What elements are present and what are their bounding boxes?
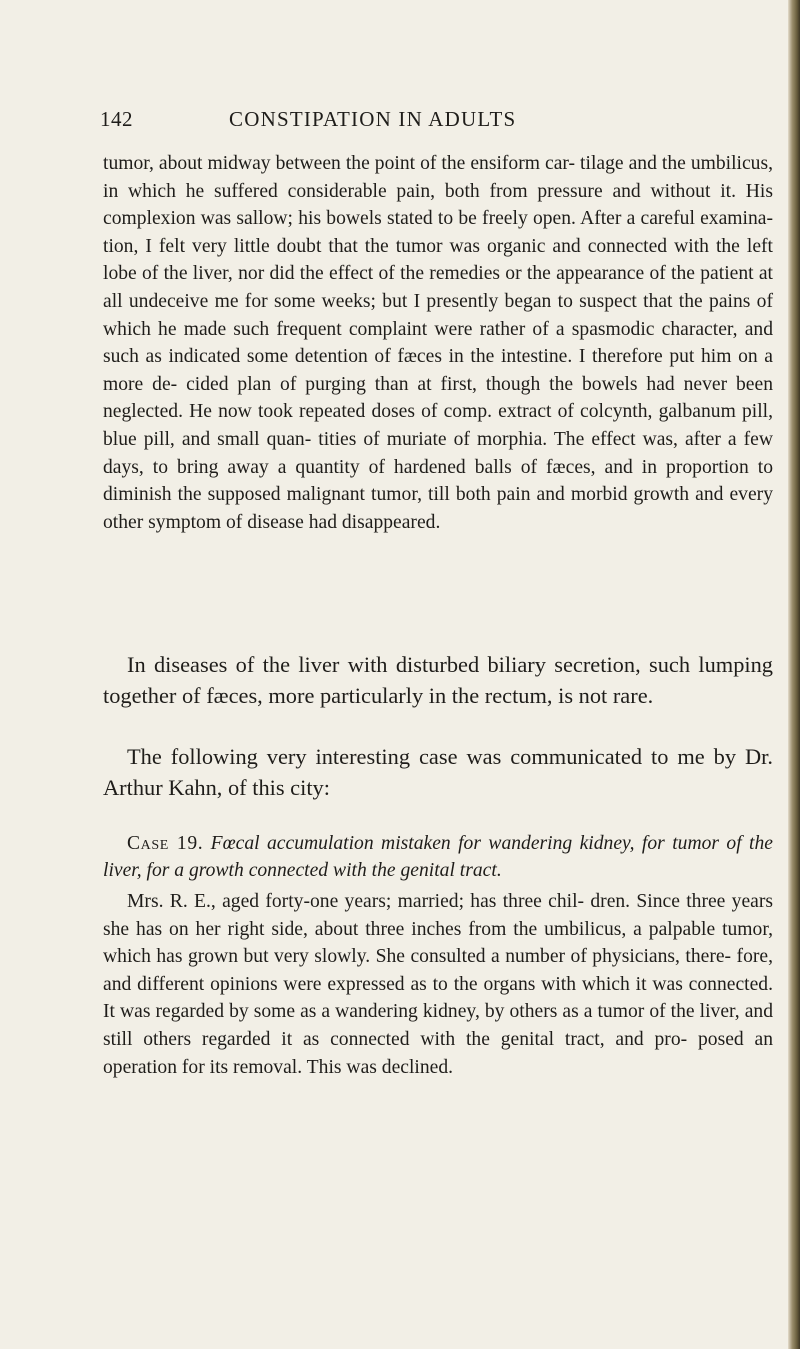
paragraph-liver-diseases (103, 650, 773, 711)
case-body (103, 888, 773, 1081)
paragraph-following-case (103, 742, 773, 803)
case-title: Fœcal accumulation mistaken for wandering kidney, for tumor of the liver, for a growth connected with the genital tract. (103, 833, 773, 881)
case-heading (103, 830, 773, 884)
page-number: 142 (100, 107, 133, 131)
case-label: Case 19. (127, 833, 204, 854)
paragraph-following-case-text: The following very interesting case was communicated to me by Dr. Arthur Kahn, of this city: (103, 744, 773, 800)
body-text-continuation (103, 150, 773, 536)
running-title: CONSTIPATION IN ADULTS (229, 107, 517, 131)
paragraph-continuation: tumor, about midway between the point of the ensiform car- tilage and the umbilicus, in which he suffered considerable pain, both from pressure and without it. His complexion was sallow; his bowels stated to be freely open. After a careful examina- tion, I felt very little doubt that the tumor was organic and connected with the left lobe of the liver, nor did the effect of the remedies or the appearance of the patient at all undeceive me for some weeks; but I presently began to suspect that the pains of which he made such frequent complaint were rather of a spasmodic character, and such as indicated some detention of fæces in the intestine. I therefore put him on a more de- cided plan of purging than at first, though the bowels had never been neglected. He now took repeated doses of comp. extract of colcynth, galbanum pill, blue pill, and small quan- tities of muriate of morphia. The effect was, after a few days, to bring away a quantity of hardened balls of fæces, and in proportion to diminish the supposed malignant tumor, till both pain and morbid growth and every other symptom of disease had disappeared. (103, 153, 773, 533)
paragraph-liver-diseases-text: In diseases of the liver with disturbed biliary secretion, such lumping together of fæces, more particularly in the rectum, is not rare. (103, 652, 773, 708)
page-edge-shadow (788, 0, 800, 1349)
case-body-text: Mrs. R. E., aged forty-one years; married; has three chil- dren. Since three years she has on her right side, about three inches from the umbilicus, a palpable tumor, which has grown but very slowly. She consulted a number of physicians, there- fore, and different opinions were expressed as to the organs with which it was connected. It was regarded by some as a wandering kidney, by others as a tumor of the liver, and still others regarded it as connected with the genital tract, and pro- posed an operation for its removal. This was declined. (103, 891, 773, 1078)
page-header (100, 107, 720, 139)
